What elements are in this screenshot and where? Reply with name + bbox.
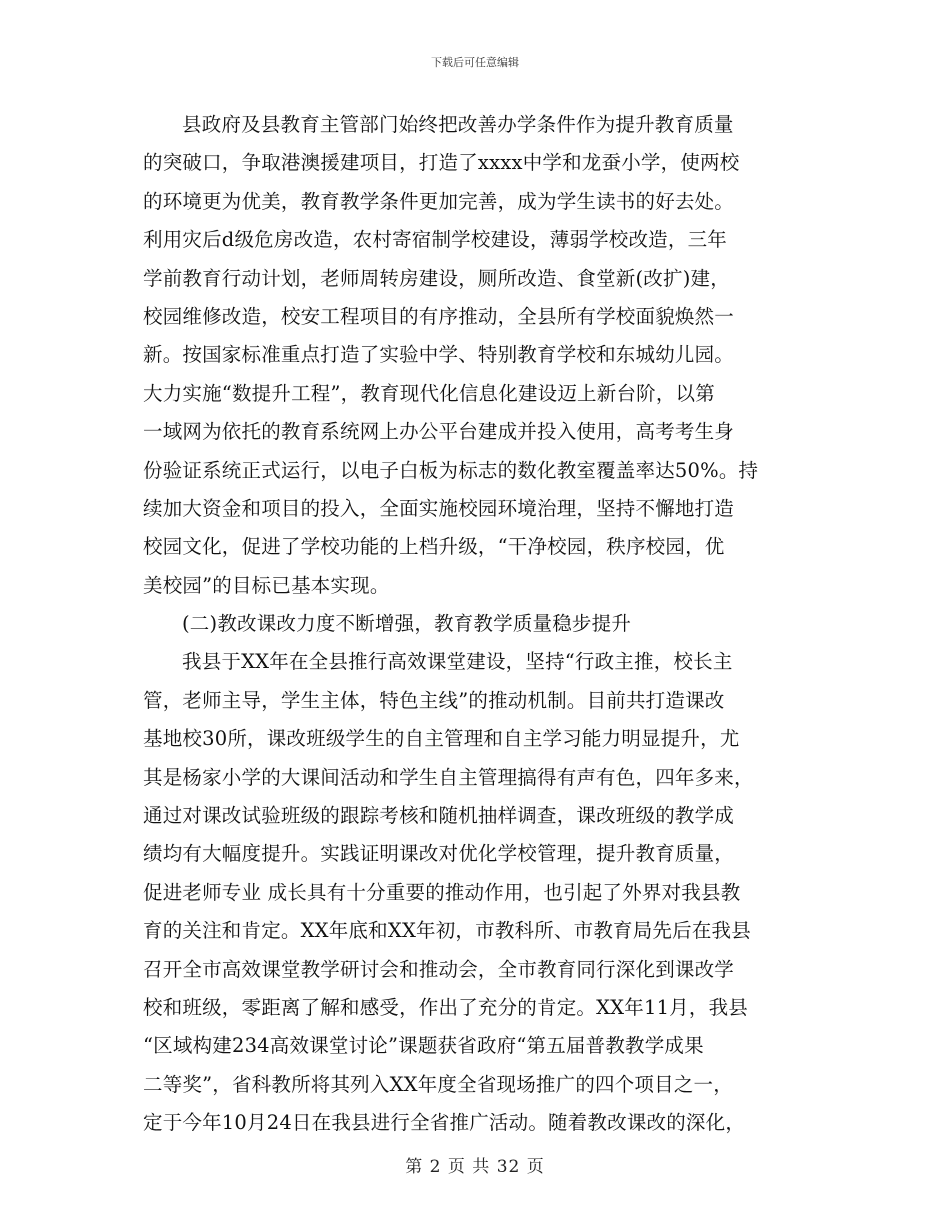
text-line: 定于今年10月24日在我县进行全省推广活动。随着教改课改的深化， — [143, 1111, 746, 1135]
text-line: 的环境更为优美，教育教学条件更加完善，成为学生读书的好去处。 — [143, 189, 735, 213]
section-heading: (二)教改课改力度不断增强，教育教学质量稳步提升 — [182, 612, 632, 636]
paragraph-2 — [143, 643, 803, 1142]
text-line: 我县于XX年在全县推行高效课堂建设，坚持“行政主推，校长主 — [182, 650, 733, 674]
text-line: 续加大资金和项目的投入，全面实施校园环境治理，坚持不懈地打造 — [143, 496, 735, 520]
text-line: 大力实施“数提升工程”，教育现代化信息化建设迈上新台阶，以第 — [143, 381, 715, 405]
text-line: 校园维修改造，校安工程项目的有序推动，全县所有学校面貌焕然一 — [143, 304, 735, 328]
text-line: 利用灾后d级危房改造，农村寄宿制学校建设，薄弱学校改造，三年 — [143, 228, 727, 252]
text-line: 份验证系统正式运行，以电子白板为标志的数化教室覆盖率达50%。持 — [143, 458, 759, 482]
text-line: 管，老师主导，学生主体，特色主线”的推动机制。目前共打造课改 — [143, 688, 725, 712]
text-line: 召开全市高效课堂教学研讨会和推动会，全市教育同行深化到课改学 — [143, 957, 735, 981]
text-line: 育的关注和肯定。XX年底和XX年初，市教科所、市教育局先后在我县 — [143, 919, 751, 943]
page-header-note: 下载后可任意编辑 — [431, 56, 519, 69]
text-line: 新。按国家标准重点打造了实验中学、特别教育学校和东城幼儿园。 — [143, 343, 735, 367]
text-line: 通过对课改试验班级的跟踪考核和随机抽样调查，课改班级的教学成 — [143, 804, 735, 828]
text-line: 校和班级，零距离了解和感受，作出了充分的肯定。XX年11月，我县 — [143, 995, 748, 1019]
text-line: 美校园”的目标已基本实现。 — [143, 573, 390, 597]
page-number-footer: 第 2 页 共 32 页 — [405, 1157, 545, 1177]
text-line: 的突破口，争取港澳援建项目，打造了xxxx中学和龙蚕小学，使两校 — [143, 151, 740, 175]
text-line: 校园文化，促进了学校功能的上档升级，“干净校园，秩序校园，优 — [143, 535, 725, 559]
text-line: 绩均有大幅度提升。实践证明课改对优化学校管理，提升教育质量， — [143, 842, 735, 866]
text-line: 县政府及县教育主管部门始终把改善办学条件作为提升教育质量 — [182, 113, 734, 136]
text-line: 二等奖”，省科教所将其列入XX年度全省现场推广的四个项目之一， — [143, 1072, 733, 1096]
text-line: 学前教育行动计划，老师周转房建设，厕所改造、食堂新(改扩)建， — [143, 266, 730, 290]
text-line: “区域构建234高效课堂讨论”课题获省政府“第五届普教教学成果 — [143, 1034, 704, 1058]
text-line: 一域网为依托的教育系统网上办公平台建成并投入使用，高考考生身 — [143, 420, 735, 444]
text-line: 促进老师专业 成长具有十分重要的推动作用，也引起了外界对我县教 — [143, 880, 741, 904]
document-body — [143, 106, 803, 1143]
text-line: 其是杨家小学的大课间活动和学生自主管理搞得有声有色，四年多来， — [143, 765, 754, 789]
paragraph-1 — [143, 106, 803, 605]
text-line: 基地校30所，课改班级学生的自主管理和自主学习能力明显提升，尤 — [143, 727, 740, 751]
